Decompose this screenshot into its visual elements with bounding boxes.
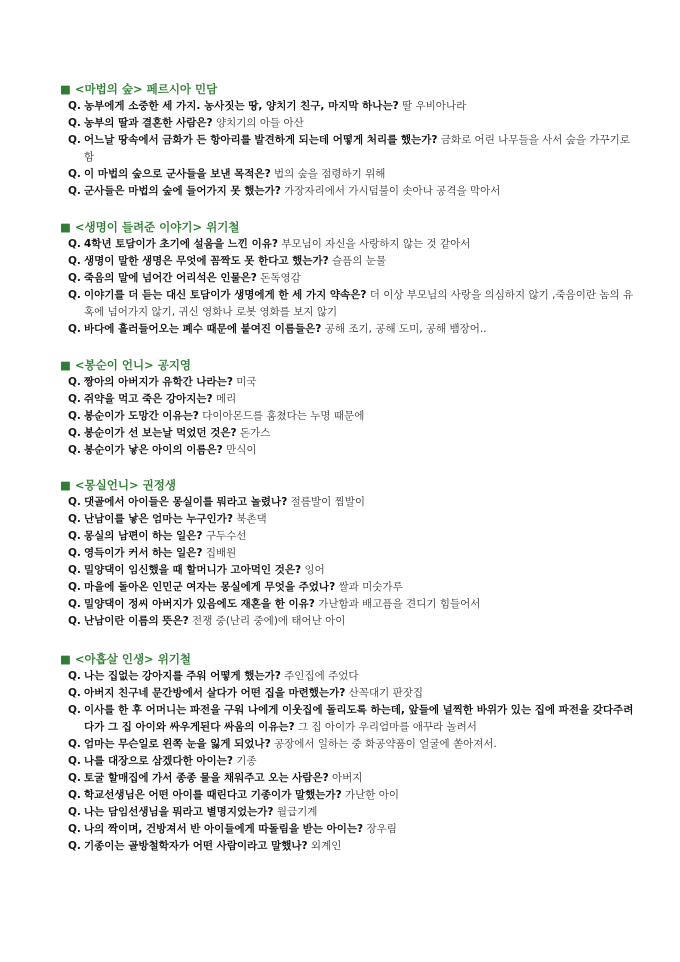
qa-item <box>60 685 640 702</box>
question-marker: Q. <box>68 564 81 576</box>
question-text: 어느날 땅속에서 금화가 든 항아리를 발견하게 되는데 어떻게 처리를 했는가? <box>84 134 438 146</box>
question-text: 밀양댁이 정씨 아버지가 있음에도 재혼을 한 이유? <box>84 598 315 610</box>
qa-item <box>60 528 640 545</box>
qa-item <box>60 98 640 115</box>
answer-text: 금화로 어린 나무들을 사서 숲을 가꾸기로 함 <box>84 134 630 163</box>
book-author: 위기철 <box>206 220 240 234</box>
qa-item <box>60 442 640 459</box>
answer-text: 주인집에 주었다 <box>284 670 359 682</box>
answer-text: 돈가스 <box>239 427 271 439</box>
qa-item <box>60 425 640 442</box>
section <box>60 356 640 459</box>
qa-item <box>60 115 640 132</box>
question-text: 죽음의 말에 넘어간 어리석은 인물은? <box>84 272 257 284</box>
qa-item <box>60 753 640 770</box>
answer-text: 공해 조기, 공해 도미, 공해 뱀장어.. <box>324 323 487 335</box>
qa-item <box>60 287 640 321</box>
question-text: 난남이란 이름의 뜻은? <box>84 615 189 627</box>
answer-text: 다이아몬드를 훔쳤다는 누명 때문에 <box>202 410 365 422</box>
question-marker: Q. <box>68 168 81 180</box>
answer-text: 월급기계 <box>276 806 318 818</box>
answer-text: 만식이 <box>226 444 257 456</box>
question-marker: Q. <box>68 687 81 699</box>
qa-item <box>60 562 640 579</box>
qa-item <box>60 668 640 685</box>
qa-item <box>60 511 640 528</box>
qa-item <box>60 804 640 821</box>
qa-item <box>60 736 640 753</box>
question-text: 마을에 돌아온 인민군 여자는 몽실에게 무엇을 주었나? <box>84 581 336 593</box>
question-marker: Q. <box>68 427 81 439</box>
question-text: 이야기를 더 듣는 대신 토담이가 생명에게 한 세 가지 약속은? <box>84 289 367 301</box>
section-heading <box>60 80 640 98</box>
qa-item <box>60 132 640 166</box>
question-text: 이 마법의 숲으로 군사들을 보낸 목적은? <box>84 168 271 180</box>
answer-text: 장우림 <box>366 823 397 835</box>
qa-item <box>60 579 640 596</box>
question-marker: Q. <box>68 806 81 818</box>
square-bullet-icon: ■ <box>60 82 71 96</box>
answer-text: 슬픔의 눈물 <box>332 255 387 267</box>
qa-item <box>60 253 640 270</box>
square-bullet-icon: ■ <box>60 358 71 372</box>
section <box>60 476 640 630</box>
answer-text: 집배원 <box>205 547 237 559</box>
question-text: 군사들은 마법의 숲에 들어가지 못 했는가? <box>84 185 281 197</box>
qa-item <box>60 702 640 736</box>
section-heading <box>60 476 640 494</box>
answer-text: 외계인 <box>310 840 342 852</box>
question-text: 나는 담임선생님을 뭐라고 별명지었는가? <box>84 806 274 818</box>
qa-item <box>60 545 640 562</box>
book-author: 위기철 <box>157 652 192 666</box>
question-marker: Q. <box>68 185 81 197</box>
book-title: <봉순이 언니> <box>74 358 154 372</box>
qa-item <box>60 270 640 287</box>
answer-text: 그 집 아이가 우리엄마를 애꾸라 놀려서 <box>297 721 477 733</box>
answer-text: 구두수선 <box>205 530 247 542</box>
square-bullet-icon: ■ <box>60 652 71 666</box>
section-heading <box>60 650 640 668</box>
answer-text: 메리 <box>215 393 237 405</box>
question-marker: Q. <box>68 289 81 301</box>
question-text: 학교선생님은 어떤 아이를 때린다고 기종이가 말했는가? <box>84 789 342 801</box>
question-marker: Q. <box>68 772 81 784</box>
qa-item <box>60 613 640 630</box>
question-marker: Q. <box>68 598 81 610</box>
qa-item <box>60 166 640 183</box>
book-title: <아홉살 인생> <box>74 652 154 666</box>
question-text: 댓골에서 아이들은 몽실이를 뭐라고 놀렸나? <box>84 496 288 508</box>
qa-item <box>60 821 640 838</box>
question-text: 나는 집없는 강아지를 주워 어떻게 했는가? <box>84 670 281 682</box>
question-text: 농부에게 소중한 세 가지. 농사짓는 땅, 양치기 친구, 마지막 하나는? <box>84 100 399 112</box>
question-marker: Q. <box>68 738 81 750</box>
question-marker: Q. <box>68 272 81 284</box>
book-author: 권정생 <box>142 478 176 492</box>
question-text: 봉순이가 낳은 아이의 이름은? <box>84 444 223 456</box>
question-marker: Q. <box>68 238 81 250</box>
question-text: 4학년 토담이가 초기에 설움을 느낀 이유? <box>84 238 278 250</box>
question-text: 나를 대장으로 삼겠다한 아이는? <box>84 755 233 767</box>
question-text: 몽실의 남편이 하는 일은? <box>84 530 203 542</box>
question-marker: Q. <box>68 255 81 267</box>
answer-text: 북촌댁 <box>236 513 267 525</box>
question-marker: Q. <box>68 410 81 422</box>
square-bullet-icon: ■ <box>60 478 71 492</box>
book-author: 페르시아 민담 <box>146 82 218 96</box>
answer-text: 가장자리에서 가시덤불이 솟아나 공격을 막아서 <box>284 185 501 197</box>
section-heading <box>60 218 640 236</box>
question-text: 농부의 딸과 결혼한 사람은? <box>84 117 213 129</box>
question-marker: Q. <box>68 513 81 525</box>
question-text: 쥐약을 먹고 죽은 강아지는? <box>84 393 213 405</box>
book-title: <생명이 들려준 이야기> <box>74 220 203 234</box>
answer-text: 돈독영감 <box>260 272 301 284</box>
qa-item <box>60 494 640 511</box>
answer-text: 산꼭대기 판잣집 <box>348 687 423 699</box>
qa-item <box>60 770 640 787</box>
qa-item <box>60 838 640 855</box>
qa-item <box>60 787 640 804</box>
answer-text: 전쟁 중(난리 중에)에 태어난 아이 <box>192 615 346 627</box>
question-marker: Q. <box>68 704 81 716</box>
answer-text: 가난한 아이 <box>345 789 400 801</box>
book-author: 공지영 <box>157 358 192 372</box>
question-marker: Q. <box>68 789 81 801</box>
question-text: 생명이 말한 생명은 무엇에 꼼짝도 못 한다고 했는가? <box>84 255 329 267</box>
qa-item <box>60 183 640 200</box>
answer-text: 부모님이 자신을 사랑하지 않는 것 같아서 <box>281 238 471 250</box>
question-text: 밀양댁이 임신했을 때 할머니가 고아먹인 것은? <box>84 564 302 576</box>
question-text: 봉순이가 도망간 이유는? <box>84 410 199 422</box>
question-marker: Q. <box>68 615 81 627</box>
qa-item <box>60 391 640 408</box>
question-marker: Q. <box>68 323 81 335</box>
question-text: 짱아의 아버지가 유학간 나라는? <box>84 376 233 388</box>
question-marker: Q. <box>68 547 81 559</box>
answer-text: 기종 <box>236 755 257 767</box>
section-heading <box>60 356 640 374</box>
question-text: 봉순이가 선 보는날 먹었던 것은? <box>84 427 237 439</box>
question-marker: Q. <box>68 840 81 852</box>
answer-text: 쌀과 미숫가루 <box>338 581 403 593</box>
answer-text: 법의 숲을 점령하기 위해 <box>274 168 386 180</box>
question-marker: Q. <box>68 444 81 456</box>
question-marker: Q. <box>68 496 81 508</box>
qa-item <box>60 408 640 425</box>
answer-text: 양치기의 아들 아산 <box>215 117 304 129</box>
answer-text: 절름발이 찜발이 <box>290 496 365 508</box>
question-text: 난남이를 낳은 엄마는 누구인가? <box>84 513 233 525</box>
qa-item <box>60 321 640 338</box>
book-title: <마법의 숲> <box>74 82 143 96</box>
section <box>60 650 640 855</box>
question-marker: Q. <box>68 581 81 593</box>
question-text: 바다에 흘러들어오는 폐수 때문에 붙여진 이름들은? <box>84 323 322 335</box>
book-title: <몽실언니> <box>74 478 139 492</box>
question-text: 토굴 할매집에 가서 종종 물을 채워주고 오는 사람은? <box>84 772 329 784</box>
question-marker: Q. <box>68 376 81 388</box>
qa-item <box>60 236 640 253</box>
question-text: 이사를 한 후 어머니는 파전을 구워 나에게 이웃집에 돌리도록 하는데, 앞들에 널찍한 바위가 있는 집에 파전을 갖다주려다가 그 집 아이와 싸우게된다 싸움의 이유는? <box>84 704 634 733</box>
question-marker: Q. <box>68 823 81 835</box>
question-text: 영득이가 커서 하는 일은? <box>84 547 203 559</box>
question-text: 기종이는 골방철학자가 어떤 사람이라고 말했나? <box>84 840 308 852</box>
question-marker: Q. <box>68 755 81 767</box>
section <box>60 218 640 338</box>
answer-text: 공장에서 일하는 중 화공약품이 얼굴에 쏟아져서. <box>274 738 497 750</box>
answer-text: 잉어 <box>304 564 325 576</box>
question-marker: Q. <box>68 100 81 112</box>
question-marker: Q. <box>68 393 81 405</box>
question-text: 나의 짝이며, 건방져서 반 아이들에게 따돌림을 받는 아이는? <box>84 823 364 835</box>
square-bullet-icon: ■ <box>60 220 71 234</box>
answer-text: 딸 우비아나라 <box>402 100 467 112</box>
question-marker: Q. <box>68 670 81 682</box>
qa-item <box>60 596 640 613</box>
answer-text: 가난함과 배고픔을 견디기 힘들어서 <box>318 598 481 610</box>
answer-text: 아버지 <box>332 772 363 784</box>
answer-text: 더 이상 부모님의 사랑을 의심하지 않기 ,죽음이란 놈의 유혹에 넘어가지 않기, 귀신 영화나 로봇 영화를 보지 않기 <box>84 289 634 318</box>
answer-text: 미국 <box>236 376 257 388</box>
question-marker: Q. <box>68 117 81 129</box>
question-text: 아버지 친구네 문간방에서 살다가 어떤 집을 마련했는가? <box>84 687 346 699</box>
section <box>60 80 640 200</box>
question-marker: Q. <box>68 134 81 146</box>
question-text: 엄마는 무슨일로 왼쪽 눈을 잃게 되었나? <box>84 738 271 750</box>
qa-item <box>60 374 640 391</box>
question-marker: Q. <box>68 530 81 542</box>
